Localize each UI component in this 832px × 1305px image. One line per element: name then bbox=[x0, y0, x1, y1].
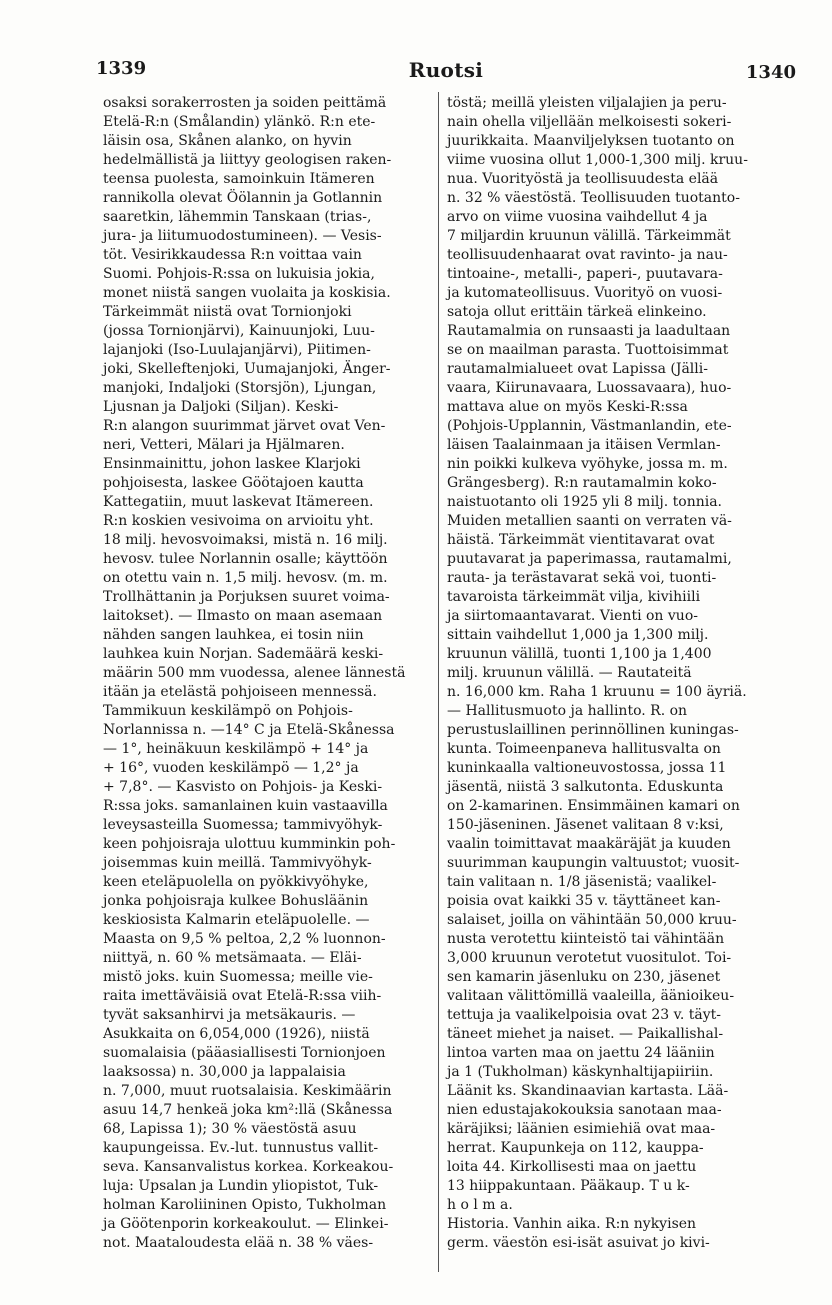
text-line: salaiset, joilla on vähintään 50,000 kruu- bbox=[447, 912, 737, 928]
text-line: monet niistä sangen vuolaita ja koskisia. bbox=[103, 285, 391, 301]
text-line: käräjiksi; läänien esimiehiä ovat maa- bbox=[447, 1121, 716, 1137]
text-line: on otettu vain n. 1,5 milj. hevosv. (m. m. bbox=[103, 570, 388, 586]
text-line: mistö joks. kuin Suomessa; meille vie- bbox=[103, 969, 373, 985]
text-line: mattava alue on myös Keski-R:ssa bbox=[447, 399, 688, 415]
text-line: täneet miehet ja naiset. — Paikallishal- bbox=[447, 1026, 724, 1042]
text-line: raita imettäväisiä ovat Etelä-R:ssa viih- bbox=[103, 988, 382, 1004]
text-line: suomalaisia (pääasiallisesti Tornionjoen bbox=[103, 1045, 386, 1061]
text-line: + 7,8°. — Kasvisto on Pohjois- ja Keski- bbox=[103, 779, 383, 795]
text-line: Tärkeimmät niistä ovat Tornionjoki bbox=[103, 304, 352, 320]
text-line: Etelä-R:n (Smålandin) ylänkö. R:n ete- bbox=[103, 114, 376, 130]
text-line: nin poikki kulkeva vyöhyke, jossa m. m. bbox=[447, 456, 728, 472]
text-line: ja 1 (Tukholman) käskynhaltijapiiriin. bbox=[447, 1064, 714, 1080]
text-line: manjoki, Indaljoki (Storsjön), Ljungan, bbox=[103, 380, 377, 396]
text-line: R:n alangon suurimmat järvet ovat Ven- bbox=[103, 418, 386, 434]
text-line: Muiden metallien saanti on verraten vä- bbox=[447, 513, 732, 529]
text-line: Suomi. Pohjois-R:ssa on lukuisia jokia, bbox=[103, 266, 375, 282]
text-line: neri, Vetteri, Mälari ja Hjälmaren. bbox=[103, 437, 345, 453]
text-line: nain ohella viljellään melkoisesti sokeri- bbox=[447, 114, 732, 130]
text-line: Ljusnan ja Daljoki (Siljan). Keski- bbox=[103, 399, 339, 415]
text-line: sen kamarin jäsenluku on 230, jäsenet bbox=[447, 969, 721, 985]
text-line: lintoa varten maa on jaettu 24 lääniin bbox=[447, 1045, 715, 1061]
right-column bbox=[447, 94, 773, 1253]
text-line: R:ssa joks. samanlainen kuin vastaavilla bbox=[103, 798, 388, 814]
text-line: Ensinmainittu, johon laskee Klarjoki bbox=[103, 456, 361, 472]
text-line: saaretkin, lähemmin Tanskaan (trias-, bbox=[103, 209, 372, 225]
text-line: Rautamalmia on runsaasti ja laadultaan bbox=[447, 323, 731, 339]
text-line: tettuja ja vaalikelpoisia ovat 23 v. täyt- bbox=[447, 1007, 721, 1023]
text-line: Grängesberg). R:n rautamalmin koko- bbox=[447, 475, 717, 491]
page-number-right: 1340 bbox=[745, 62, 796, 83]
text-line: läisin osa, Skånen alanko, on hyvin bbox=[103, 133, 352, 149]
text-line: rautamalmialueet ovat Lapissa (Jälli- bbox=[447, 361, 708, 377]
text-line: — 1°, heinäkuun keskilämpö + 14° ja bbox=[103, 741, 369, 757]
text-line: määrin 500 mm vuodessa, alenee lännestä bbox=[103, 665, 406, 681]
text-line: Norlannissa n. —14° C ja Etelä-Skånessa bbox=[103, 722, 395, 738]
text-line: poisia ovat kaikki 35 v. täyttäneet kan- bbox=[447, 893, 721, 909]
text-line: — Hallitusmuoto ja hallinto. R. on bbox=[447, 703, 688, 719]
text-line: Läänit ks. Skandinaavian kartasta. Lää- bbox=[447, 1083, 729, 1099]
text-line: se on maailman parasta. Tuottoisimmat bbox=[447, 342, 729, 358]
text-line: hedelmällistä ja liittyy geologisen raken- bbox=[103, 152, 392, 168]
page-header bbox=[96, 58, 796, 88]
text-line: arvo on viime vuosina vaihdellut 4 ja bbox=[447, 209, 708, 225]
text-line: kruunun välillä, tuonti 1,100 ja 1,400 bbox=[447, 646, 712, 662]
text-line: valitaan välittömillä vaaleilla, äänioikeu- bbox=[447, 988, 735, 1004]
text-line: osaksi sorakerrosten ja soiden peittämä bbox=[103, 95, 387, 111]
text-line: tyvät saksanhirvi ja metsäkauris. — bbox=[103, 1007, 356, 1023]
text-line: leveysasteilla Suomessa; tammivyöhyk- bbox=[103, 817, 383, 833]
text-line: perustuslaillinen perinnöllinen kuningas- bbox=[447, 722, 739, 738]
text-line: tavaroista tärkeimmät vilja, kivihiili bbox=[447, 589, 701, 605]
text-line: jäsentä, niistä 3 salkutonta. Eduskunta bbox=[447, 779, 724, 795]
text-line: 3,000 kruunun verotetut vuositulot. Toi- bbox=[447, 950, 732, 966]
text-line: Historia. Vanhin aika. R:n nykyisen bbox=[447, 1216, 697, 1232]
text-line: itään ja etelästä pohjoiseen mennessä. bbox=[103, 684, 377, 700]
text-line: joki, Skelleftenjoki, Uumajanjoki, Änger- bbox=[103, 361, 391, 377]
text-line: tintoaine-, metalli-, paperi-, puutavara- bbox=[447, 266, 723, 282]
text-line: Trollhättanin ja Porjuksen suuret voima- bbox=[103, 589, 390, 605]
text-line: häistä. Tärkeimmät vientitavarat ovat bbox=[447, 532, 715, 548]
text-line: keskiosista Kalmarin eteläpuolelle. — bbox=[103, 912, 370, 928]
text-line: holman Karoliininen Opisto, Tukholman bbox=[103, 1197, 387, 1213]
text-line: sittain vaihdellut 1,000 ja 1,300 milj. bbox=[447, 627, 709, 643]
text-line: keen eteläpuolella on pyökkivyöhyke, bbox=[103, 874, 369, 890]
text-line: nusta verotettu kiinteistö tai vähintään bbox=[447, 931, 725, 947]
text-line: vaara, Kiirunavaara, Luossavaara), huo- bbox=[447, 380, 732, 396]
text-line: läisen Taalainmaan ja itäisen Vermlan- bbox=[447, 437, 721, 453]
text-line: ja Göötenporin korkeakoulut. — Elinkei- bbox=[103, 1216, 389, 1232]
text-line: nien edustajakokouksia sanotaan maa- bbox=[447, 1102, 722, 1118]
text-line: Maasta on 9,5 % peltoa, 2,2 % luonnon- bbox=[103, 931, 386, 947]
text-line: lajanjoki (Iso-Luulajanjärvi), Piitimen- bbox=[103, 342, 371, 358]
text-line: Asukkaita on 6,054,000 (1926), niistä bbox=[103, 1026, 370, 1042]
text-line: juurikkaita. Maanviljelyksen tuotanto on bbox=[447, 133, 735, 149]
text-line: niittyä, n. 60 % metsämaata. — Eläi- bbox=[103, 950, 362, 966]
text-line: loita 44. Kirkollisesti maa on jaettu bbox=[447, 1159, 697, 1175]
text-line: ja kutomateollisuus. Vuorityö on vuosi- bbox=[447, 285, 723, 301]
text-line: tain valitaan n. 1/8 jäsenistä; vaalikel- bbox=[447, 874, 717, 890]
text-line: 13 hiippakuntaan. Pääkaup. T u k- bbox=[447, 1178, 690, 1194]
text-line: R:n koskien vesivoima on arvioitu yht. bbox=[103, 513, 374, 529]
text-line: kunta. Toimeenpaneva hallitusvalta on bbox=[447, 741, 721, 757]
text-line: jura- ja liitumuodostumineen). — Vesis- bbox=[103, 228, 382, 244]
page-number-left: 1339 bbox=[96, 58, 147, 79]
text-line: suurimman kaupungin valtuustot; vuosit- bbox=[447, 855, 740, 871]
text-line: teensa puolesta, samoinkuin Itämeren bbox=[103, 171, 375, 187]
text-line: on 2-kamarinen. Ensimmäinen kamari on bbox=[447, 798, 740, 814]
text-line: teollisuudenhaarat ovat ravinto- ja nau- bbox=[447, 247, 728, 263]
text-line: n. 7,000, muut ruotsalaisia. Keskimäärin bbox=[103, 1083, 392, 1099]
text-line: 150-jäseninen. Jäsenet valitaan 8 v:ksi, bbox=[447, 817, 724, 833]
text-line: Kattegatiin, muut laskevat Itämereen. bbox=[103, 494, 374, 510]
text-line: töt. Vesirikkaudessa R:n voittaa vain bbox=[103, 247, 362, 263]
text-line: rannikolla olevat Öölannin ja Gotlannin bbox=[103, 190, 383, 206]
text-line: seva. Kansanvalistus korkea. Korkeakou- bbox=[103, 1159, 394, 1175]
text-line: (Pohjois-Upplannin, Västmanlandin, ete- bbox=[447, 418, 732, 434]
text-line: keen pohjoisraja ulottuu kumminkin poh- bbox=[103, 836, 396, 852]
text-line: 68, Lapissa 1); 30 % väestöstä asuu bbox=[103, 1121, 357, 1137]
text-line: germ. väestön esi-isät asuivat jo kivi- bbox=[447, 1235, 710, 1251]
text-line: hevosv. tulee Norlannin osalle; käyttöön bbox=[103, 551, 388, 567]
text-line: rauta- ja terästavarat sekä voi, tuonti- bbox=[447, 570, 717, 586]
column-divider bbox=[438, 92, 439, 1272]
text-line: not. Maataloudesta elää n. 38 % väes- bbox=[103, 1235, 374, 1251]
text-line: joisemmas kuin meillä. Tammivyöhyk- bbox=[103, 855, 372, 871]
text-line: pohjoisesta, laskee Göötajoen kautta bbox=[103, 475, 364, 491]
text-line: laitokset). — Ilmasto on maan asemaan bbox=[103, 608, 383, 624]
text-line: nähden sangen lauhkea, ei tosin niin bbox=[103, 627, 364, 643]
text-line: milj. kruunun välillä. — Rautateitä bbox=[447, 665, 692, 681]
left-column bbox=[103, 94, 429, 1253]
text-line: viime vuosina ollut 1,000-1,300 milj. kruu- bbox=[447, 152, 748, 168]
text-line: töstä; meillä yleisten viljalajien ja peru- bbox=[447, 95, 727, 111]
text-line: asuu 14,7 henkeä joka km²:llä (Skånessa bbox=[103, 1102, 393, 1118]
page-title: Ruotsi bbox=[408, 58, 484, 82]
text-line: ja siirtomaantavarat. Vienti on vuo- bbox=[447, 608, 698, 624]
text-line: 7 miljardin kruunun välillä. Tärkeimmät bbox=[447, 228, 731, 244]
text-line: kaupungeissa. Ev.-lut. tunnustus vallit- bbox=[103, 1140, 379, 1156]
text-line: n. 32 % väestöstä. Teollisuuden tuotanto- bbox=[447, 190, 740, 206]
text-line: laaksossa) n. 30,000 ja lappalaisia bbox=[103, 1064, 346, 1080]
text-line: vaalin toimittavat maakäräjät ja kuuden bbox=[447, 836, 731, 852]
text-line: Tammikuun keskilämpö on Pohjois- bbox=[103, 703, 353, 719]
text-line: nua. Vuorityöstä ja teollisuudesta elää bbox=[447, 171, 719, 187]
text-line: n. 16,000 km. Raha 1 kruunu = 100 äyriä. bbox=[447, 684, 747, 700]
text-line: kuninkaalla valtioneuvostossa, jossa 11 bbox=[447, 760, 727, 776]
text-line: naistuotanto oli 1925 yli 8 milj. tonnia. bbox=[447, 494, 723, 510]
text-line: (jossa Tornionjärvi), Kainuunjoki, Luu- bbox=[103, 323, 375, 339]
text-line: satoja ollut erittäin tärkeä elinkeino. bbox=[447, 304, 707, 320]
text-line: lauhkea kuin Norjan. Sademäärä keski- bbox=[103, 646, 384, 662]
text-line: jonka pohjoisraja kulkee Bohusläänin bbox=[103, 893, 369, 909]
text-line: + 16°, vuoden keskilämpö — 1,2° ja bbox=[103, 760, 359, 776]
text-line: luja: Upsalan ja Lundin yliopistot, Tuk- bbox=[103, 1178, 379, 1194]
text-line: h o l m a. bbox=[447, 1197, 513, 1213]
text-line: 18 milj. hevosvoimaksi, mistä n. 16 milj. bbox=[103, 532, 388, 548]
text-line: puutavarat ja paperimassa, rautamalmi, bbox=[447, 551, 732, 567]
text-line: herrat. Kaupunkeja on 112, kauppa- bbox=[447, 1140, 704, 1156]
